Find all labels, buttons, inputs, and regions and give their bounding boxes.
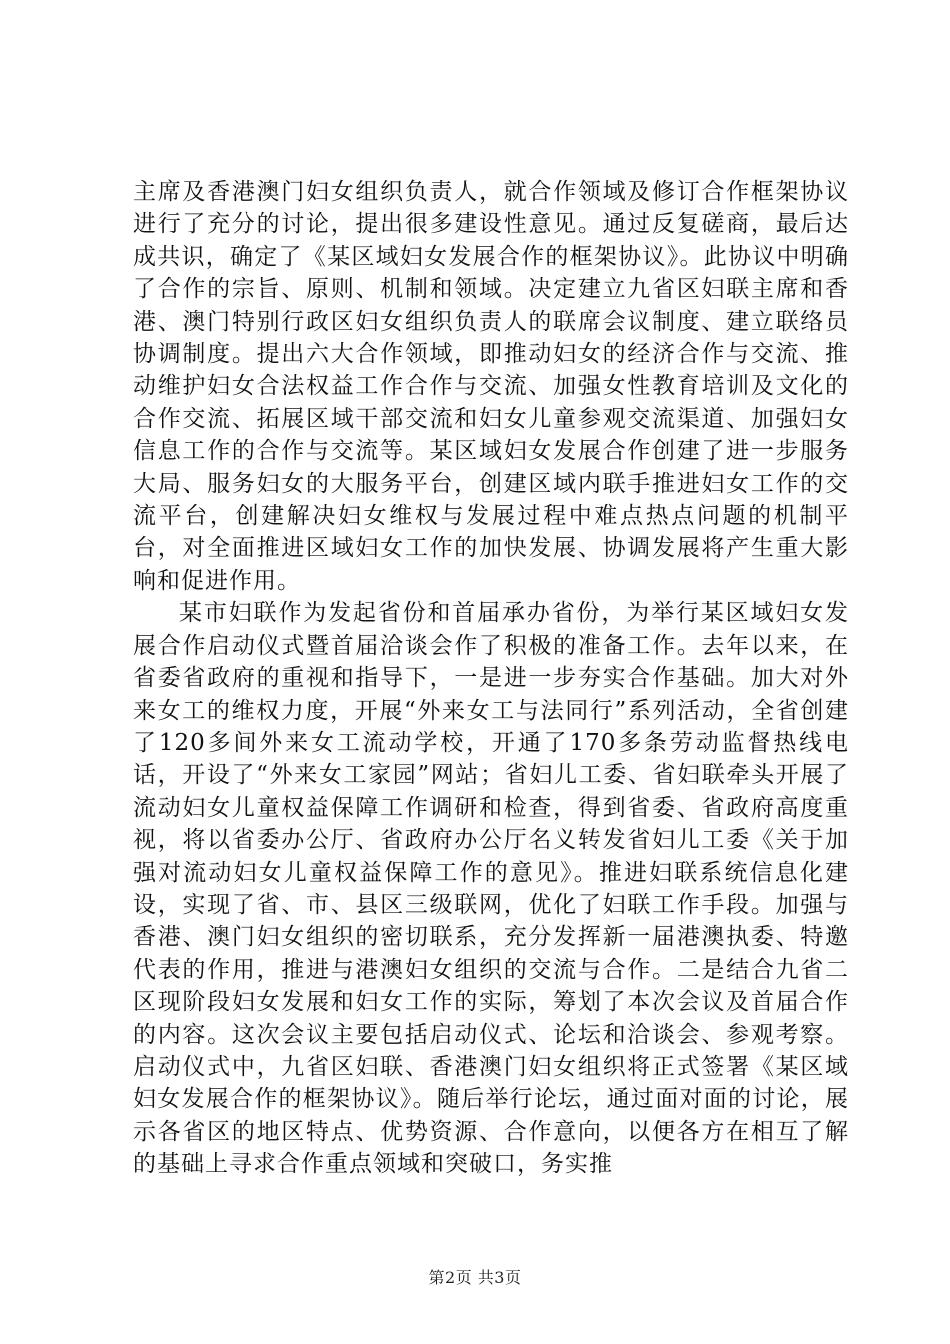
paragraph: 某市妇联作为发起省份和首届承办省份，为举行某区域妇女发展合作启动仪式暨首届洽谈会作了积极的准备工作。去年以来，在省委省政府的重视和指导下，一是进一步夯实合作基础。加大对外来女工的维权力度，开展“外来女工与法同行”系列活动，全省创建了120多间外来女工流动学校，开通了170多条劳动监督热线电话，开设了“外来女工家园”网站；省妇儿工委、省妇联牵头开展了流动妇女儿童权益保障工作调研和检查，得到省委、省政府高度重视，将以省委办公厅、省政府办公厅名义转发省妇儿工委《关于加强对流动妇女儿童权益保障工作的意见》。推进妇联系统信息化建设，实现了省、市、县区三级联网，优化了妇联工作手段。加强与香港、澳门妇女组织的密切联系，充分发挥新一届港澳执委、特邀代表的作用，推进与港澳妇女组织的交流与合作。二是结合九省二区现阶段妇女发展和妇女工作的实际，筹划了本次会议及首届合作的内容。这次会议主要包括启动仪式、论坛和洽谈会、参观考察。启动仪式中，九省区妇联、香港澳门妇女组织将正式签署《某区域妇女发展合作的框架协议》。随后举行论坛，通过面对面的讨论，展示各省区的地区特点、优势资源、合作意向，以便各方在相互了解的基础上寻求合作重点领域和突破口，务实推 [133, 600, 849, 1178]
paragraph-continuation: 主席及香港澳门妇女组织负责人，就合作领域及修订合作框架协议进行了充分的讨论，提出很多建设性意见。通过反复磋商，最后达成共识，确定了《某区域妇女发展合作的框架协议》。此协议中明确了合作的宗旨、原则、机制和领域。决定建立九省区妇联主席和香港、澳门特别行政区妇女组织负责人的联席会议制度、建立联络员协调制度。提出六大合作领域，即推动妇女的经济合作与交流、推动维护妇女合法权益工作合作与交流、加强女性教育培训及文化的合作交流、拓展区域干部交流和妇女儿童参观交流渠道、加强妇女信息工作的合作与交流等。某区域妇女发展合作创建了进一步服务大局、服务妇女的大服务平台，创建区域内联手推进妇女工作的交流平台，创建解决妇女维权与发展过程中难点热点问题的机制平台，对全面推进区域妇女工作的加快发展、协调发展将产生重大影响和促进作用。 [133, 179, 849, 594]
document-body [133, 176, 849, 1181]
page-footer: 第2页 共3页 [428, 1268, 522, 1287]
